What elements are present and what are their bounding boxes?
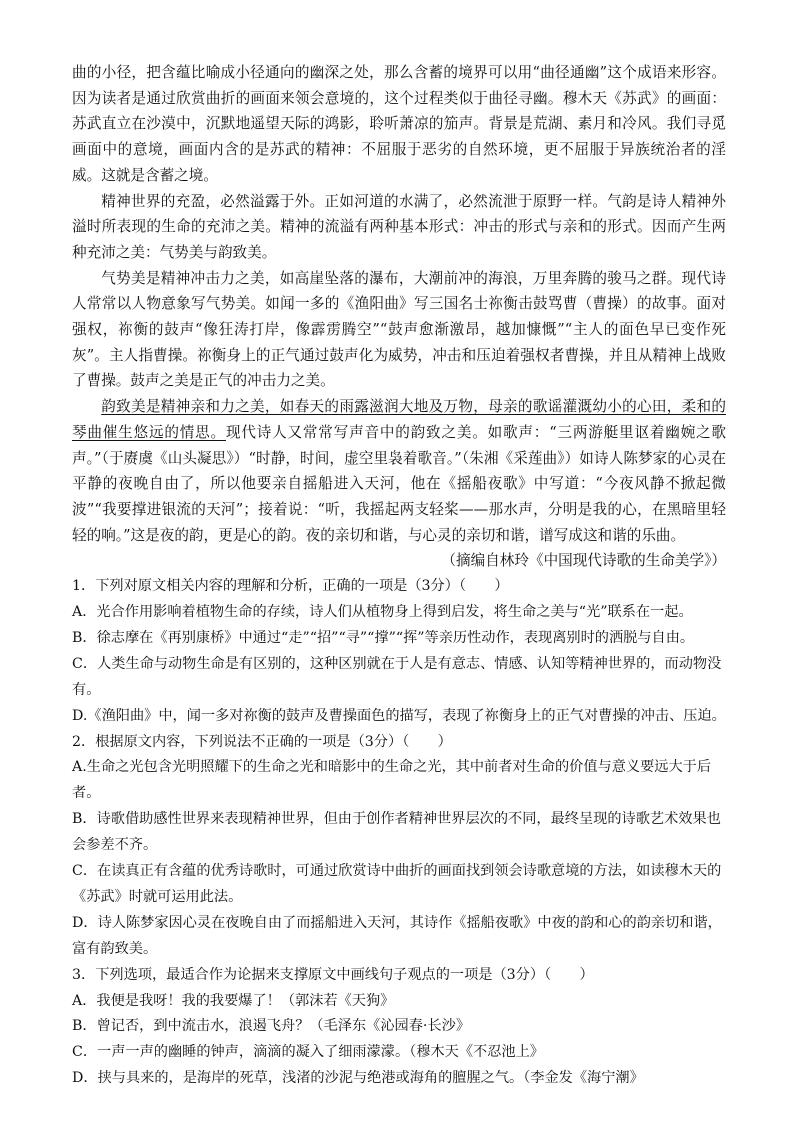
paragraph-4-rest: 现代诗人又常常写声音中的韵致之美。如歌声：“三两游艇里讴着幽婉之歌声。”（于赓虞《山头凝思》）“时静，时间，虚空里袅着歌音。”（朱湘《采莲曲》）如诗人陈梦家的心灵在平静的夜晚自由了，所以他要亲自摇船进入天河，他在《摇船夜歌》中写道：“今夜风静不掀起微波”“我要撑进银流的天河”；接着说：“听，我摇起两支轻桨——那水声，分明是我的心，在黑暗里轻轻的响。”这是夜的韵，更是心的韵。夜的亲切和谐，与心灵的亲切和谐，谱写成这和谐的乐曲。 bbox=[72, 423, 726, 544]
underlined-sentence: 韵致美是精神亲和力之美，如春天的雨露滋润大地及万物，母亲的歌谣灌溉幼小的心田，柔和的琴曲催生悠远的情思。 bbox=[72, 398, 726, 441]
question-1-option-b: B．徐志摩在《再别康桥》中通过“走”“招”“寻”“撑”“挥”等亲历性动作，表现离别时的洒脱与自由。 bbox=[72, 629, 695, 646]
passage-paragraph-3: 气势美是精神冲击力之美，如高崖坠落的瀑布，大潮前冲的海浪，万里奔腾的骏马之群。现代诗人常常以人物意象写气势美。如闻一多的《渔阳曲》写三国名士祢衡击鼓骂曹（曹操）的故事。面对强权，祢衡的鼓声“像狂涛打岸，像霹雳腾空”“鼓声愈渐激昂，越加慷慨”“主人的面色早已变作死灰”。主人指曹操。祢衡身上的正气通过鼓声化为威势，冲击和压迫着强权者曹操，并且从精神上战败了曹操。鼓声之美是正气的冲击力之美。 bbox=[72, 269, 726, 390]
question-3-option-a: A．我便是我呀！我的我要爆了！（郭沫若《天狗》 bbox=[72, 992, 395, 1009]
question-1-stem: 1．下列对原文相关内容的理解和分析，正确的一项是（3分）（ ） bbox=[72, 578, 509, 595]
question-3-stem: 3．下列选项，最适合作为论据来支撑原文中画线句子观点的一项是（3分）（ ） bbox=[72, 966, 594, 983]
passage-paragraph-4 bbox=[72, 394, 726, 548]
passage-paragraph-1: 曲的小径，把含蕴比喻成小径通向的幽深之处，那么含蓄的境界可以用“曲径通幽”这个成语来形容。因为读者是通过欣赏曲折的画面来领会意境的，这个过程类似于曲径寻幽。穆木天《苏武》的画面：苏武直立在沙漠中，沉默地遥望天际的鸿影，聆听萧凉的笳声。背景是荒湖、素月和冷风。我们寻觅画面中的意境，画面内含的是苏武的精神：不屈服于恶劣的自然环境，更不屈服于异族统治者的淫威。这就是含蓄之境。 bbox=[72, 64, 726, 184]
passage-paragraph-2: 精神世界的充盈，必然溢露于外。正如河道的水满了，必然流泄于原野一样。气韵是诗人精神外溢时所表现的生命的充沛之美。精神的流溢有两种基本形式：冲击的形式与亲和的形式。因而产生两种充沛之美：气势美与韵致美。 bbox=[72, 192, 726, 261]
source-citation: （摘编自林玲《中国现代诗歌的生命美学》） bbox=[441, 552, 726, 570]
question-2-option-a: A.生命之光包含光明照耀下的生命之光和暗影中的生命之光，其中前者对生命的价值与意义要远大于后者。 bbox=[72, 759, 712, 802]
question-3-option-b: B．曾记否，到中流击水，浪遏飞舟？（毛泽东《沁园春·长沙》 bbox=[72, 1018, 471, 1035]
document-page bbox=[72, 60, 726, 1092]
question-1-option-a: A．光合作用影响着植物生命的存续，诗人们从植物身上得到启发，将生命之美与“光”联系在一起。 bbox=[72, 603, 693, 620]
question-1-option-d: D.《渔阳曲》中，闻一多对祢衡的鼓声及曹操面色的描写，表现了祢衡身上的正气对曹操的冲击、压迫。 bbox=[72, 707, 726, 724]
question-2-option-b: B．诗歌借助感性世界来表现精神世界，但由于创作者精神世界层次的不同，最终呈现的诗歌艺术效果也会参差不齐。 bbox=[72, 811, 721, 854]
question-3-option-d: D．挟与具来的，是海岸的死草，浅渚的沙泥与绝港或海角的膻腥之气。（李金发《海宁潮》 bbox=[72, 1070, 644, 1087]
question-1-option-c: C．人类生命与动物生命是有区别的，这种区别就在于人是有意志、情感、认知等精神世界的，而动物没有。 bbox=[72, 655, 722, 698]
question-2-option-d: D．诗人陈梦家因心灵在夜晚自由了而摇船进入天河，其诗作《摇船夜歌》中夜的韵和心的韵亲切和谐，富有韵致美。 bbox=[72, 914, 722, 957]
question-2-stem: 2．根据原文内容，下列说法不正确的一项是（3分）（ ） bbox=[72, 733, 452, 750]
question-2-option-c: C．在读真正有含蕴的优秀诗歌时，可通过欣赏诗中曲折的画面找到领会诗歌意境的方法，如读穆木天的《苏武》时就可运用此法。 bbox=[72, 863, 722, 905]
question-3-option-c: C．一声一声的幽睡的钟声，滴滴的凝入了细雨濛濛。（穆木天《不忍池上》 bbox=[72, 1044, 544, 1061]
